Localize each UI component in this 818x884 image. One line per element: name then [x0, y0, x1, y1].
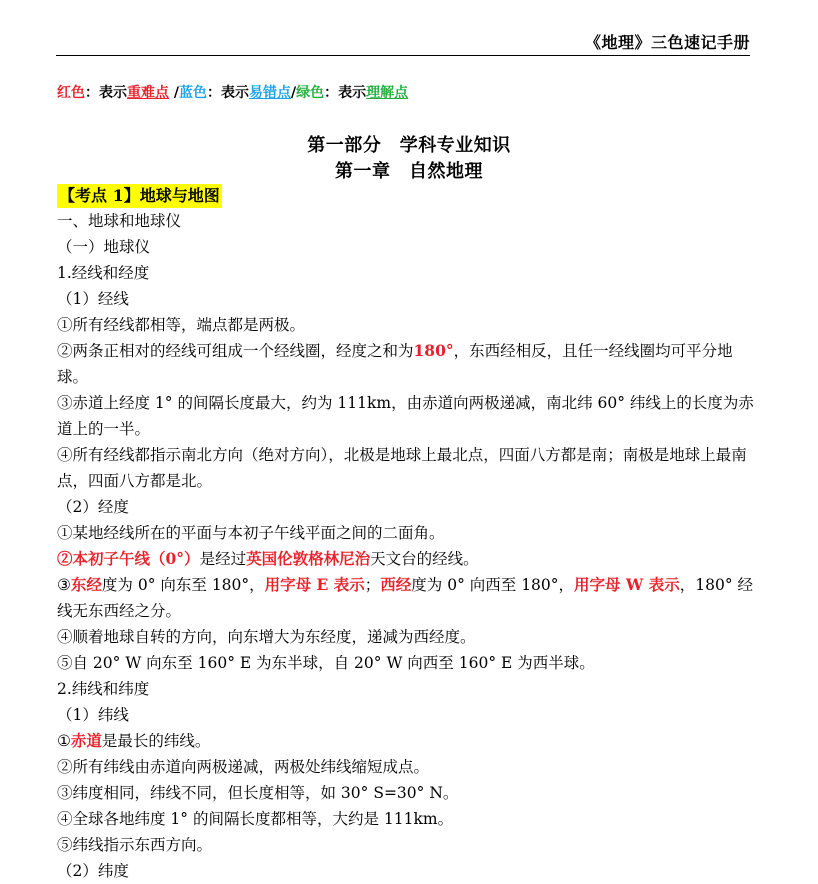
legend-blue-text: 易错点 — [249, 85, 291, 101]
highlight-red: 180° — [413, 341, 454, 360]
list-item: ⑤纬线指示东西方向。 — [57, 836, 213, 854]
part-title: 第一部分 学科专业知识 — [307, 135, 511, 156]
text-run: ； — [364, 576, 381, 594]
legend-sep: ：表示 — [207, 85, 249, 101]
text-run: ②两条正相对的经线可组成一个经线圈，经度之和为 — [57, 342, 414, 360]
list-item: ④全球各地纬度 1° 的间隔长度都相等，大约是 111km。 — [57, 810, 454, 828]
kaodian-heading: 【考点 1】地球与地图 — [57, 184, 222, 208]
section-heading: 一、地球和地球仪 — [57, 212, 182, 230]
text-run: ，180° 经线无东西经之分。 — [57, 576, 753, 620]
chapter-title: 第一章 自然地理 — [335, 161, 483, 182]
highlight-red: 用字母 E 表示 — [264, 575, 365, 594]
subtopic-heading: （2）纬度 — [57, 862, 129, 880]
list-item — [57, 572, 757, 624]
legend-red-label: 红色 — [57, 85, 85, 101]
list-item: ④所有经线都指示南北方向（绝对方向），北极是地球上最北点，四面八方都是南；南极是地球上最南点，四面八方都是北。 — [57, 446, 747, 490]
text-run: 度为 0° 向西至 180°， — [411, 576, 575, 594]
list-item: ⑤自 20° W 向东至 160° E 为东半球，自 20° W 向西至 160° E 为西半球。 — [57, 654, 595, 672]
page-header-title: 《地理》三色速记手册 — [584, 33, 750, 52]
subsection-heading: （一）地球仪 — [57, 238, 151, 256]
legend-green-text: 理解点 — [366, 85, 409, 101]
text-run: ③ — [57, 576, 71, 594]
color-legend — [57, 82, 408, 102]
list-item — [57, 338, 757, 390]
highlight-red: ② — [57, 549, 73, 568]
legend-blue-label: 蓝色 — [179, 85, 207, 101]
text-run: 是最长的纬线。 — [101, 732, 211, 750]
list-item: ②所有纬线由赤道向两极递减，两极处纬线缩短成点。 — [57, 758, 430, 776]
list-item: ①某地经线所在的平面与本初子午线平面之间的二面角。 — [57, 524, 445, 542]
list-item: ③纬度相同，纬线不同，但长度相等，如 30° S=30° N。 — [57, 784, 459, 802]
highlight-red: 本初子午线（0°） — [72, 549, 200, 568]
subtopic-heading: （1）纬线 — [57, 706, 129, 724]
topic-heading: 2.纬线和纬度 — [57, 680, 150, 698]
text-run: 是经过 — [199, 550, 247, 568]
highlight-red: 西经 — [380, 575, 412, 594]
header-divider — [56, 55, 750, 56]
list-item: ④顺着地球自转的方向，向东增大为东经度，递减为西经度。 — [57, 628, 476, 646]
list-item: ③赤道上经度 1° 的间隔长度最大，约为 111km，由赤道向两极递减，南北纬 60° 纬线上的长度为赤道上的一半。 — [57, 394, 754, 438]
subtopic-heading: （1）经线 — [57, 290, 129, 308]
topic-heading: 1.经线和经度 — [57, 264, 150, 282]
list-item: ①所有经线都相等，端点都是两极。 — [57, 316, 306, 334]
legend-sep: ：表示 — [85, 85, 127, 101]
legend-slash: / — [291, 85, 297, 101]
legend-green-label: 绿色 — [296, 85, 325, 101]
highlight-red: 赤道 — [70, 731, 102, 750]
list-item — [57, 546, 757, 572]
highlight-red: 东经 — [70, 575, 102, 594]
document-body — [57, 208, 757, 884]
text-run: ，东西经相反，且任一经线圈均可平分地球。 — [57, 342, 733, 386]
text-run: ① — [57, 732, 71, 750]
legend-slash: / — [169, 85, 179, 101]
highlight-red: 用字母 W 表示 — [574, 575, 680, 594]
legend-red-text: 重难点 — [127, 85, 169, 101]
text-run: 度为 0° 向东至 180°， — [101, 576, 265, 594]
legend-sep: ：表示 — [324, 85, 367, 101]
subtopic-heading: （2）经度 — [57, 498, 129, 516]
list-item — [57, 728, 757, 754]
highlight-red: 英国伦敦格林尼治 — [246, 549, 371, 568]
text-run: 天文台的经线。 — [370, 550, 479, 568]
